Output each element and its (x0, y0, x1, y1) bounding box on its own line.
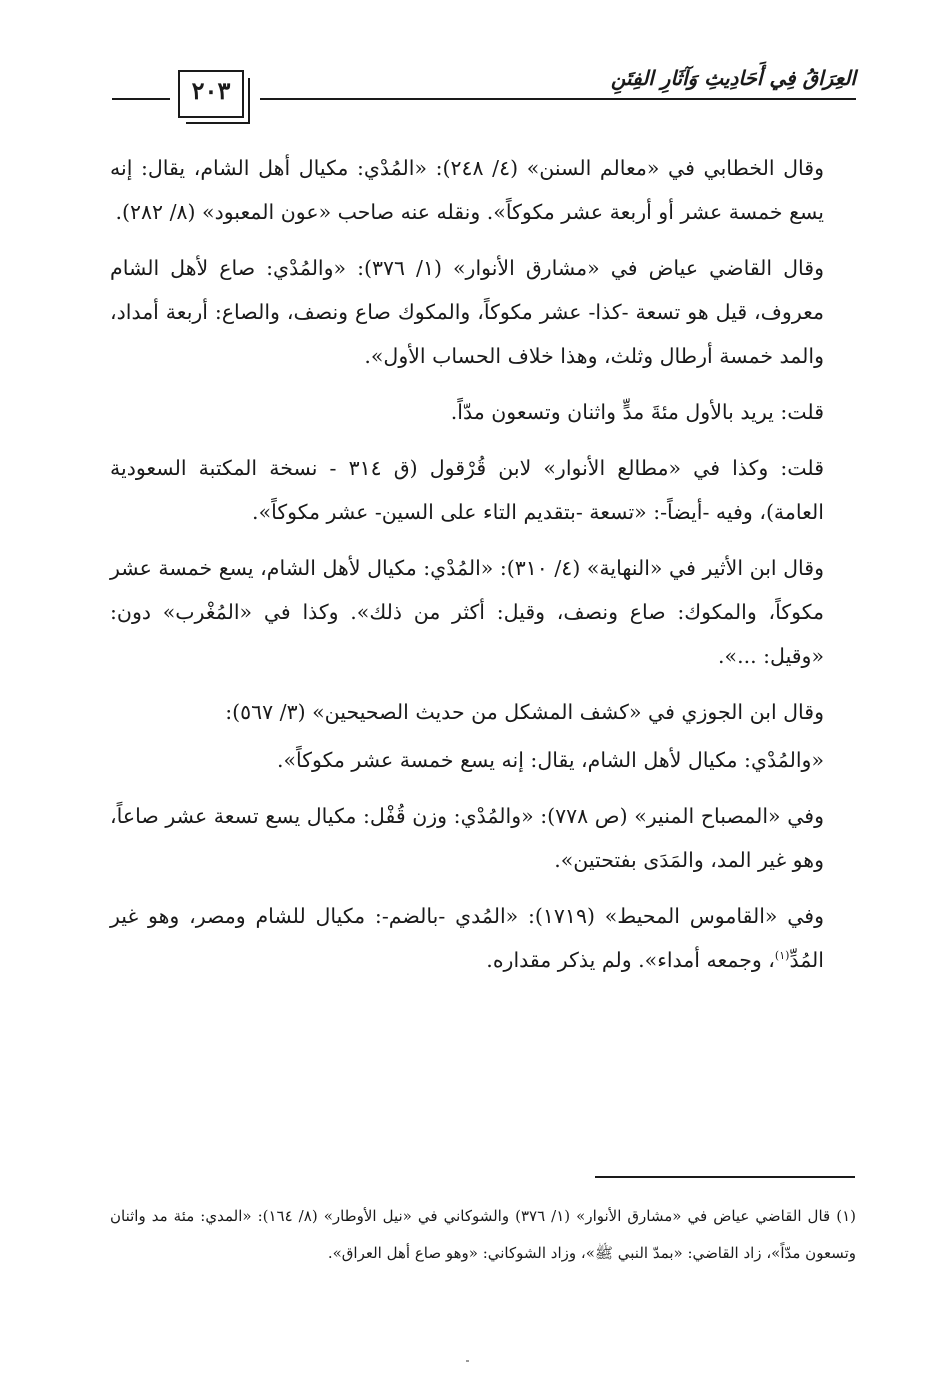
page-number: ٢٠٣ (191, 76, 231, 105)
page-number-box (178, 70, 244, 118)
paragraph-qadi-iyad: وقال القاضي عياض في «مشارق الأنوار» (١/ ٣٧٦): «والمُدْي: صاع لأهل الشام معروف، قيل هو تسعة -كذا- عشر مكوكاً، والمكوك صاع ونصف، والصاع: أربعة أمداد، والمد خمسة أرطال وثلث، وهذا خلاف الحساب الأول». (110, 256, 824, 368)
paragraph-qamus (110, 894, 856, 982)
paragraph-ibn-jawzi-quote: «والمُدْي: مكيال لأهل الشام، يقال: إنه يسع خمسة عشر مكوكاً». (276, 748, 824, 772)
book-title: العِرَاقُ فِي أَحَادِيثِ وَآثَارِ الفِتَنِ (605, 66, 856, 90)
page-speck (466, 1360, 469, 1362)
main-text (110, 146, 856, 994)
footnote-1: (١) قال القاضي عياض في «مشارق الأنوار» (١/ ٣٧٦) والشوكاني في «نيل الأوطار» (٨/ ١٦٤): «المدي: مئة مد واثنان وتسعون مدّاً»، زاد القاضي: «بمدّ النبي ﷺ»، وزاد الشوكاني: «وهو صاع أهل العراق». (110, 1207, 856, 1262)
paragraph-khattabi: وقال الخطابي في «معالم السنن» (٤/ ٢٤٨): «المُدْي: مكيال أهل الشام، يقال: إنه يسع خمسة عشر أو أربعة عشر مكوكاً». ونقله عنه صاحب «عون المعبود» (٨/ ٢٨٢). (110, 156, 824, 224)
paragraph-ibn-athir: وقال ابن الأثير في «النهاية» (٤/ ٣١٠): «المُدْي: مكيال لأهل الشام، يسع خمسة عشر مكوكاً، والمكوك: صاع ونصف، وقيل: أكثر من ذلك». وكذا في «المُغْرب» دون: «وقيل: ...». (110, 556, 824, 668)
paragraph-qultu-1: قلت: يريد بالأول مئةَ مدٍّ واثنان وتسعون مدّاً. (450, 400, 824, 424)
paragraph-misbah: وفي «المصباح المنير» (ص ٧٧٨): «والمُدْي: وزن قُفْل: مكيال يسع تسعة عشر صاعاً، وهو غير المد، والمَدَى بفتحتين». (110, 804, 824, 872)
footnote-rule (595, 1176, 855, 1178)
footnote-marker[interactable]: (١) (774, 949, 790, 963)
qamus-text-b: ، وجمعه أمداء». ولم يذكر مقداره. (486, 948, 775, 972)
paragraph-ibn-jawzi: وقال ابن الجوزي في «كشف المشكل من حديث الصحيحين» (٣/ ٥٦٧): (225, 700, 824, 724)
qamus-text-a: وفي «القاموس المحيط» (١٧١٩): «المُدي -بالضم-: مكيال للشام ومصر، وهو غير المُدِّ (110, 904, 824, 972)
running-header (112, 48, 856, 128)
footnotes (110, 1198, 856, 1272)
paragraph-qultu-2: قلت: وكذا في «مطالع الأنوار» لابن قُرْقول (ق ٣١٤ - نسخة المكتبة السعودية العامة)، وفيه -أيضاً-: «تسعة -بتقديم التاء على السين- عشر مكوكاً». (110, 456, 824, 524)
